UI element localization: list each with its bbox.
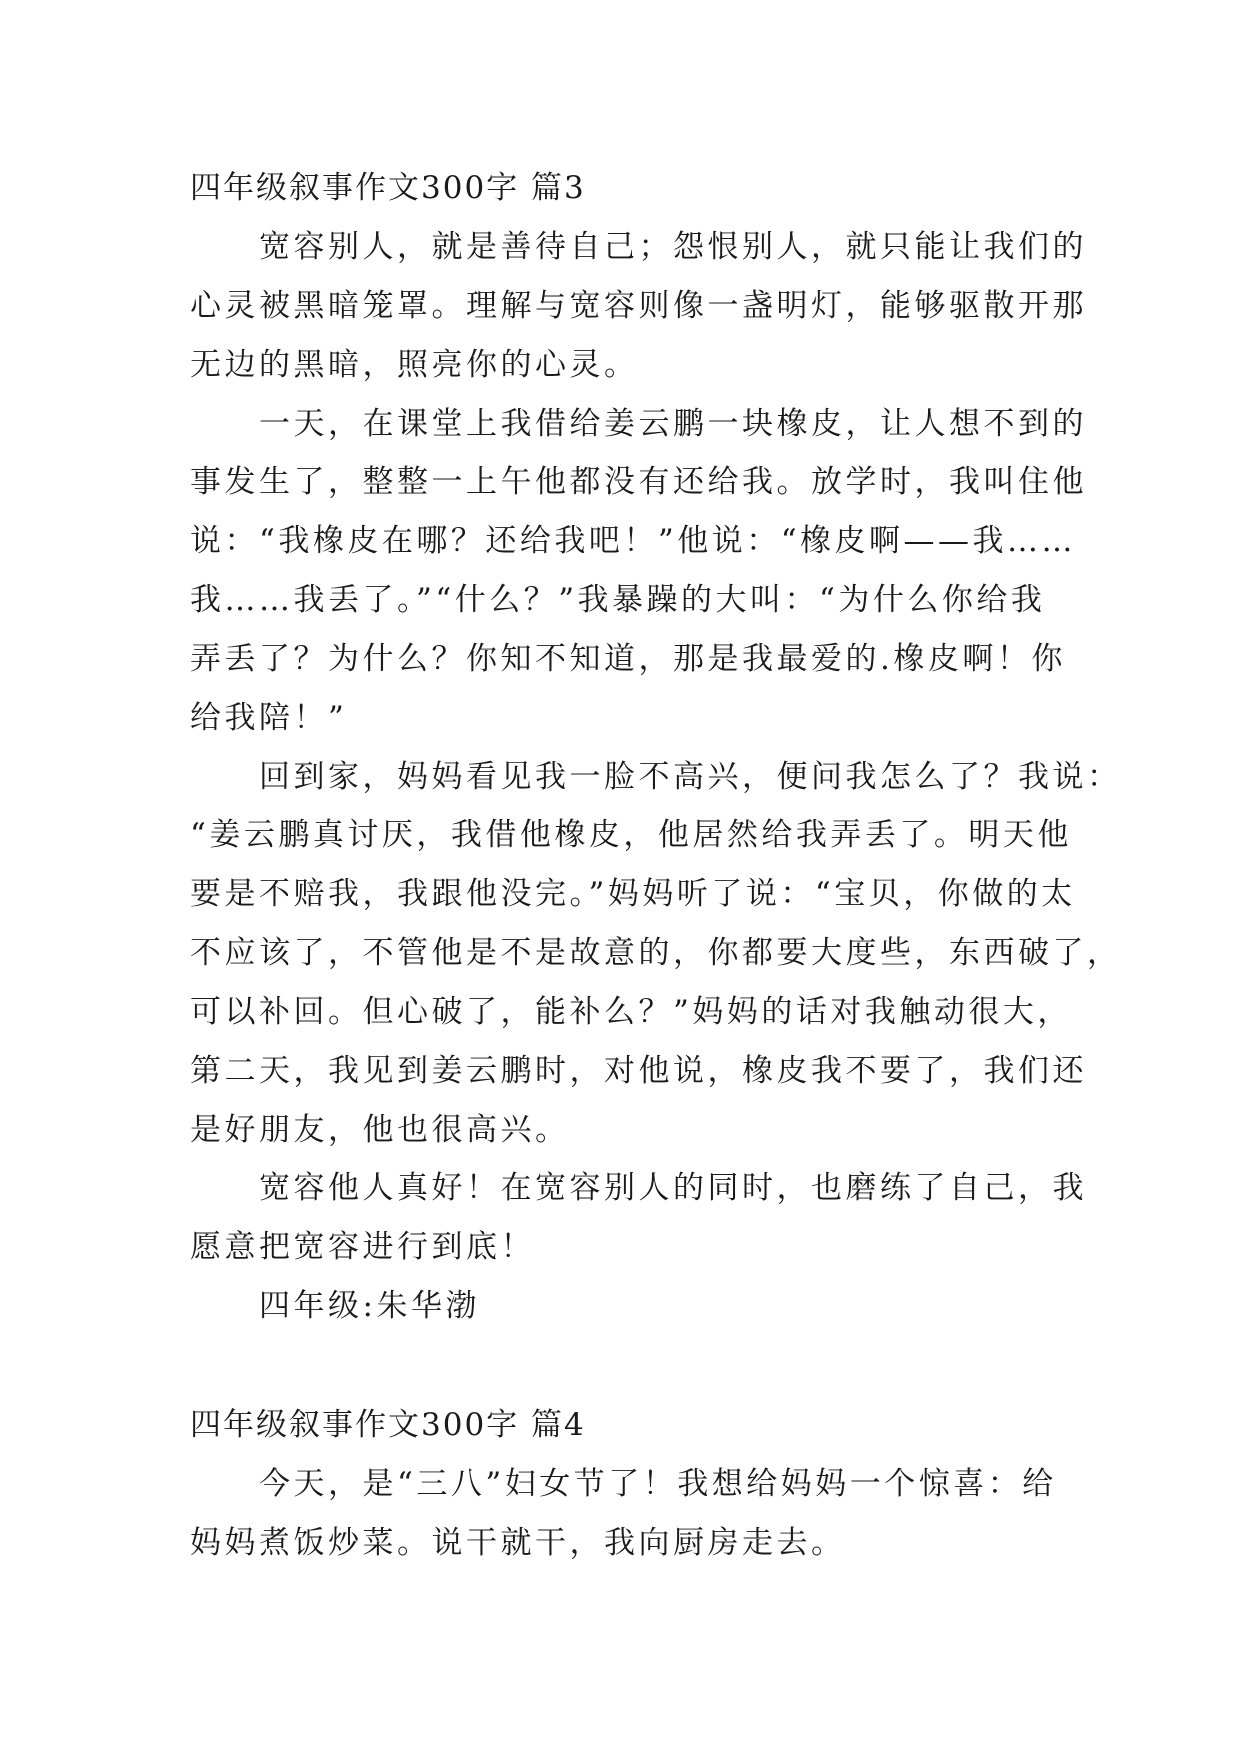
paragraph-line: 无边的黑暗，照亮你的心灵。	[190, 347, 639, 383]
section-heading: 四年级叙事作文300字 篇4	[190, 1407, 586, 1443]
section-heading: 四年级叙事作文300字 篇3	[190, 170, 586, 206]
paragraph-line: 宽容他人真好！在宽容别人的同时，也磨练了自己，我	[190, 1170, 1087, 1206]
paragraph-line: 不应该了，不管他是不是故意的，你都要大度些，东西破了，	[190, 935, 1122, 971]
paragraph-line: 是好朋友，他也很高兴。	[190, 1112, 570, 1148]
paragraph-line: 说：“我橡皮在哪？还给我吧！”他说：“橡皮啊——我……	[190, 523, 1077, 559]
author-line: 四年级:朱华渤	[190, 1288, 480, 1324]
paragraph-line: 心灵被黑暗笼罩。理解与宽容则像一盏明灯，能够驱散开那	[190, 288, 1087, 324]
paragraph-line: 宽容别人，就是善待自己；怨恨别人，就只能让我们的	[190, 229, 1087, 265]
paragraph-line: 我……我丢了。”“什么？”我暴躁的大叫：“为什么你给我	[190, 582, 1046, 618]
paragraph-line: 给我陪！”	[190, 700, 348, 736]
paragraph-line: 事发生了，整整一上午他都没有还给我。放学时，我叫住他	[190, 464, 1087, 500]
paragraph-line: 愿意把宽容进行到底！	[190, 1229, 535, 1265]
paragraph-line: 可以补回。但心破了，能补么？”妈妈的话对我触动很大，	[190, 994, 1072, 1030]
paragraph-line: 第二天，我见到姜云鹏时，对他说，橡皮我不要了，我们还	[190, 1053, 1087, 1089]
paragraph-line: 妈妈煮饭炒菜。说干就干，我向厨房走去。	[190, 1525, 846, 1561]
paragraph-line: 弄丢了？为什么？你知不知道，那是我最爱的.橡皮啊！你	[190, 641, 1066, 677]
paragraph-line: 今天，是“三八”妇女节了！我想给妈妈一个惊喜：给	[190, 1466, 1057, 1502]
paragraph-line: “姜云鹏真讨厌，我借他橡皮，他居然给我弄丢了。明天他	[190, 817, 1072, 853]
paragraph-line: 要是不赔我，我跟他没完。”妈妈听了说：“宝贝，你做的太	[190, 876, 1076, 912]
paragraph-line: 一天，在课堂上我借给姜云鹏一块橡皮，让人想不到的	[190, 406, 1087, 442]
paragraph-line: 回到家，妈妈看见我一脸不高兴，便问我怎么了？我说：	[190, 759, 1122, 795]
